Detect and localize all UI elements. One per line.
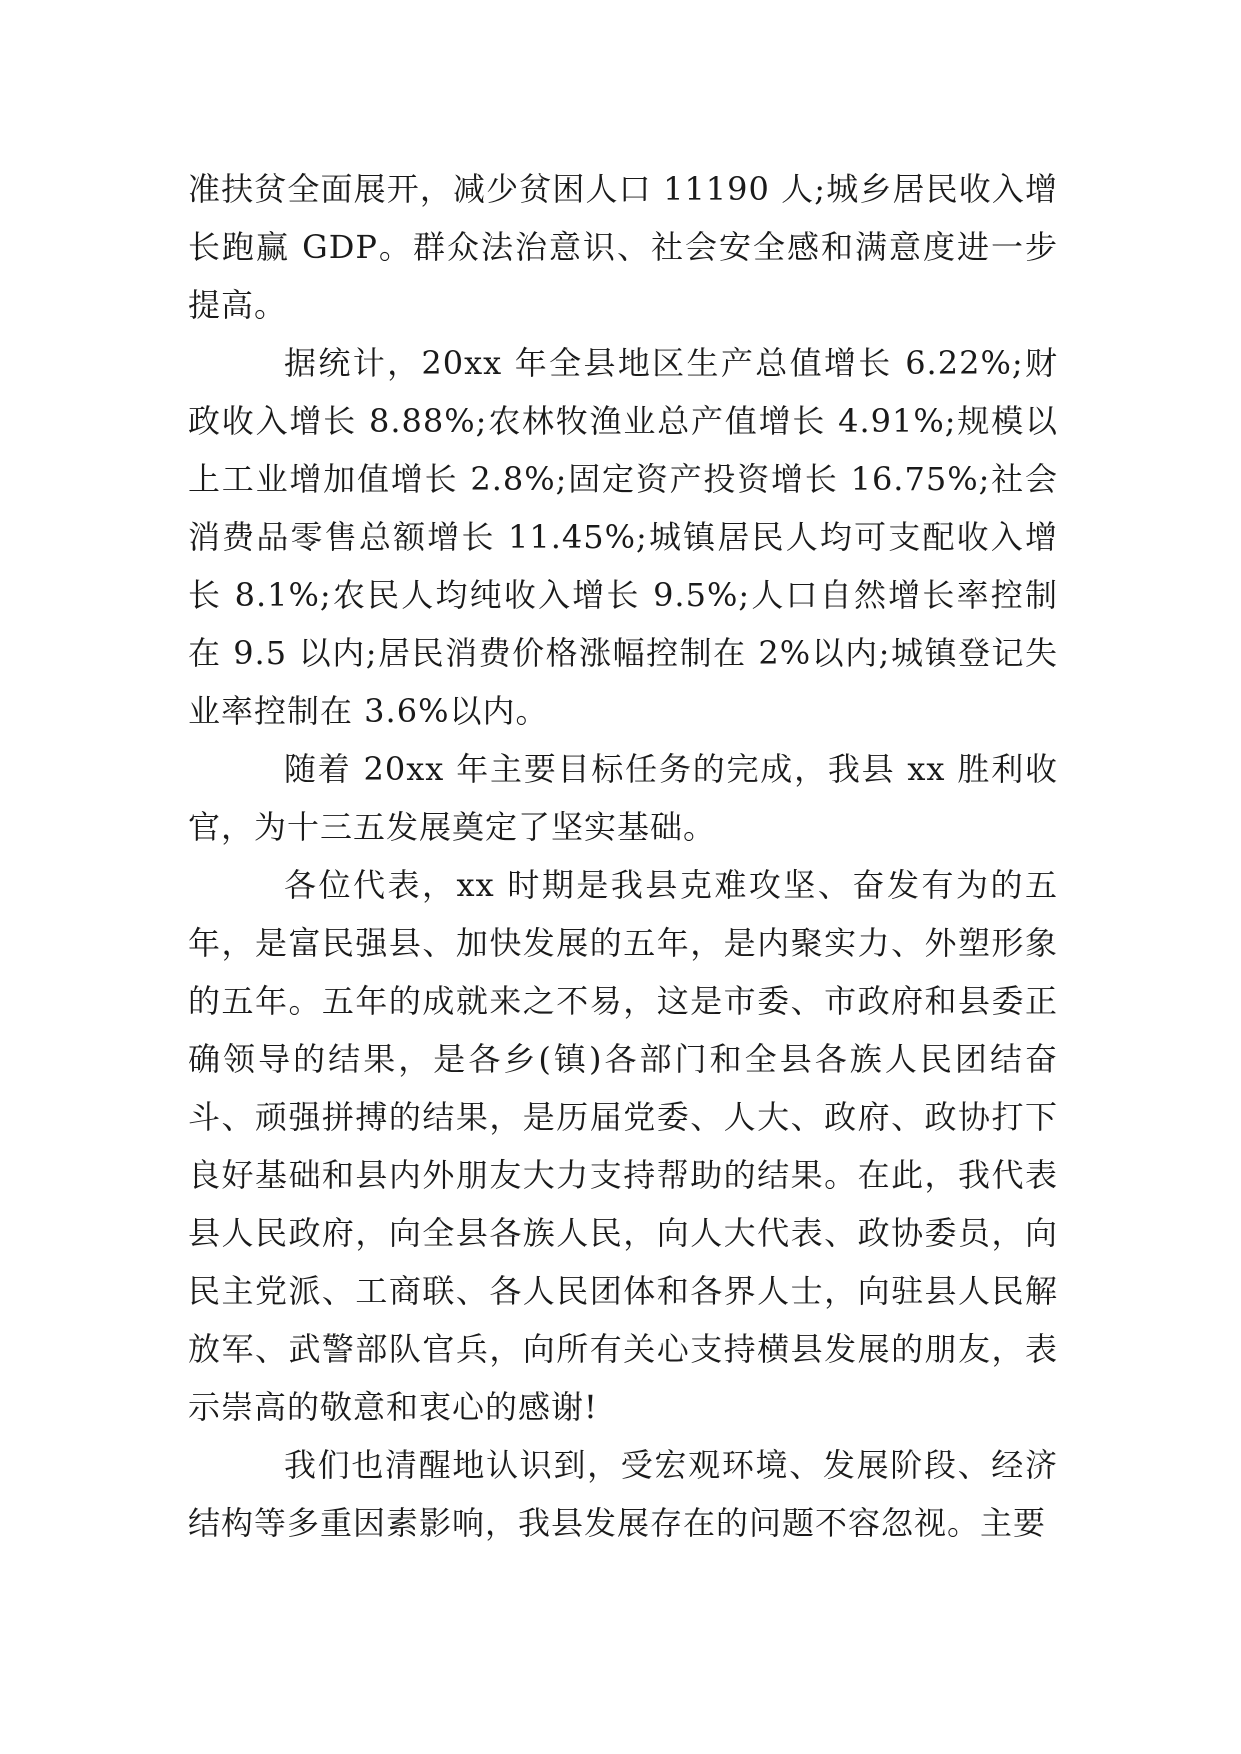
document-body <box>188 160 1058 1552</box>
paragraph-acknowledgement: 各位代表，xx 时期是我县克难攻坚、奋发有为的五年，是富民强县、加快发展的五年，是内聚实力、外塑形象的五年。五年的成就来之不易，这是市委、市政府和县委正确领导的结果，是各乡(镇)各部门和全县各族人民团结奋斗、顽强拼搏的结果，是历届党委、人大、政府、政协打下良好基础和县内外朋友大力支持帮助的结果。在此，我代表县人民政府，向全县各族人民，向人大代表、政协委员，向民主党派、工商联、各人民团体和各界人士，向驻县人民解放军、武警部队官兵，向所有关心支持横县发展的朋友，表示崇高的敬意和衷心的感谢! <box>188 866 1058 1426</box>
paragraph-problems: 我们也清醒地认识到，受宏观环境、发展阶段、经济结构等多重因素影响，我县发展存在的问题不容忽视。主要 <box>188 1446 1058 1542</box>
paragraph-targets-completed: 随着 20xx 年主要目标任务的完成，我县 xx 胜利收官，为十三五发展奠定了坚实基础。 <box>188 750 1058 846</box>
paragraph-statistics: 据统计，20xx 年全县地区生产总值增长 6.22%;财政收入增长 8.88%;农林牧渔业总产值增长 4.91%;规模以上工业增加值增长 2.8%;固定资产投资增长 16.75%;社会消费品零售总额增长 11.45%;城镇居民人均可支配收入增长 8.1%;农民人均纯收入增长 9.5%;人口自然增长率控制在 9.5 以内;居民消费价格涨幅控制在 2%以内;城镇登记失业率控制在 3.6%以内。 <box>188 344 1058 730</box>
paragraph-continued: 准扶贫全面展开，减少贫困人口 11190 人;城乡居民收入增长跑赢 GDP。群众法治意识、社会安全感和满意度进一步提高。 <box>188 170 1058 324</box>
